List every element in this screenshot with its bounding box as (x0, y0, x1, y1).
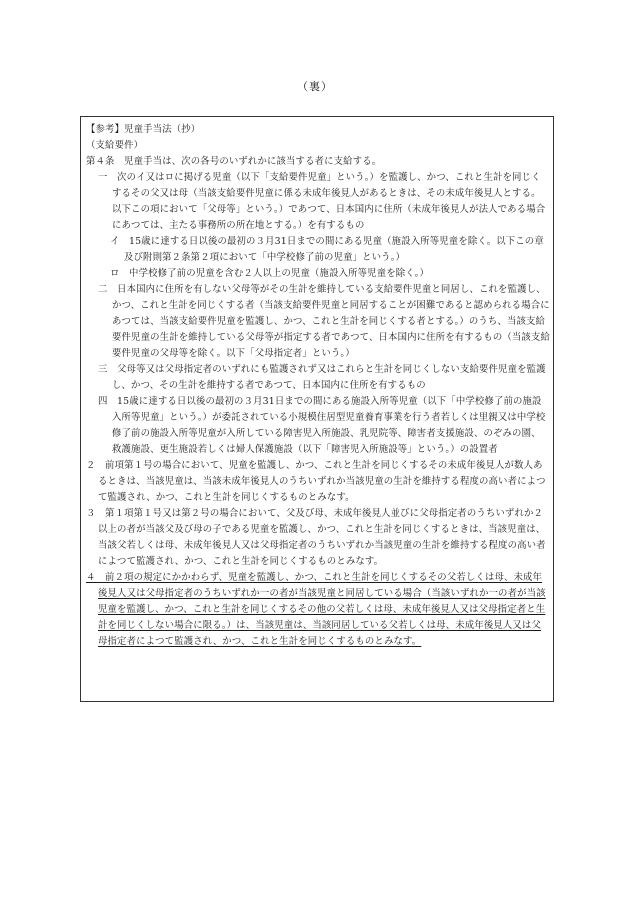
page-side-label: （裏） (297, 80, 333, 93)
item-1-ro: ロ 中学校修了前の児童を含む２人以上の児童（施設入所等児童を除く。） (110, 268, 429, 279)
item-4: 四 15歳に達する日以後の最初の３月31日までの間にある施設入所等児童（以下「中学校修了前の施設入所等児童」という。）が委託されている小規模住居型児童養育事業を行う者若しくは里親又は中学校修了前の施設入所等児童が入所している障害児入所施設、乳児院等、障害者支援施設、のぞみの園、救護施設、更生施設若しくは婦人保護施設（以下「障害児入所施設等」という。）の設置者 (98, 396, 546, 455)
article-4-heading: 第４条 児童手当は、次の各号のいずれかに該当する者に支給する。 (86, 156, 382, 167)
reference-title: 【参考】児童手当法（抄） (86, 124, 201, 135)
reference-box (80, 116, 554, 702)
item-1-i: イ 15歳に達する日以後の最初の３月31日までの間にある児童（施設入所等児童を除く。以下この章及び附則第２条第２項において「中学校修了前の児童」という。） (110, 236, 544, 263)
section-subtitle: （支給要件） (86, 140, 144, 151)
reference-body (84, 122, 550, 650)
item-1: 一 次のイ又はロに掲げる児童（以下「支給要件児童」という。）を監護し、かつ、これと生計を同じくするその父又は母（当該支給要件児童に係る未成年後見人があるときは、その未成年後見人とする。以下この項において「父母等」という。）であつて、日本国内に住所（未成年後見人が法人である場合にあつては、主たる事務所の所在地とする。）を有するもの (98, 172, 546, 231)
item-2: 二 日本国内に住所を有しない父母等がその生計を維持している支給要件児童と同居し、これを監護し、かつ、これと生計を同じくする者（当該支給要件児童と同居することが困難であると認められる場合にあつては、当該支給要件児童を監護し、かつ、これと生計を同じくする者とする。）のうち、当該支給要件児童の生計を維持している父母等が指定する者であつて、日本国内に住所を有するもの（当該支給要件児童の父母等を除く。以下「父母指定者」という。） (98, 284, 550, 359)
paragraph-3: ３ 第１項第１号又は第２号の場合において、父及び母、未成年後見人並びに父母指定者のうちいずれか２以上の者が当該父及び母の子である児童を監護し、かつ、これと生計を同じくするときは、当該児童は、当該父若しくは母、未成年後見人又は父母指定者のうちいずれか当該児童の生計を維持する程度の高い者によつて監護され、かつ、これと生計を同じくするものとみなす。 (86, 508, 546, 567)
paragraph-2: ２ 前項第１号の場合において、児童を監護し、かつ、これと生計を同じくするその未成年後見人が数人あるときは、当該児童は、当該未成年後見人のうちいずれか当該児童の生計を維持する程度の高い者によつて監護され、かつ、これと生計を同じくするものとみなす。 (86, 460, 546, 503)
paragraph-4: ４ 前２項の規定にかかわらず、児童を監護し、かつ、これと生計を同じくするその父若しくは母、未成年後見人又は父母指定者のうちいずれか一の者が当該児童と同居している場合（当該いずれか一の者が当該児童を監護し、かつ、これと生計を同じくするその他の父若しくは母、未成年後見人又は父母指定者と生計を同じくしない場合に限る。）は、当該児童は、当該同居している父若しくは母、未成年後見人又は父母指定者によつて監護され、かつ、これと生計を同じくするものとみなす。 (86, 572, 546, 647)
item-3: 三 父母等又は父母指定者のいずれにも監護されず又はこれらと生計を同じくしない支給要件児童を監護し、かつ、その生計を維持する者であつて、日本国内に住所を有するもの (98, 364, 546, 391)
